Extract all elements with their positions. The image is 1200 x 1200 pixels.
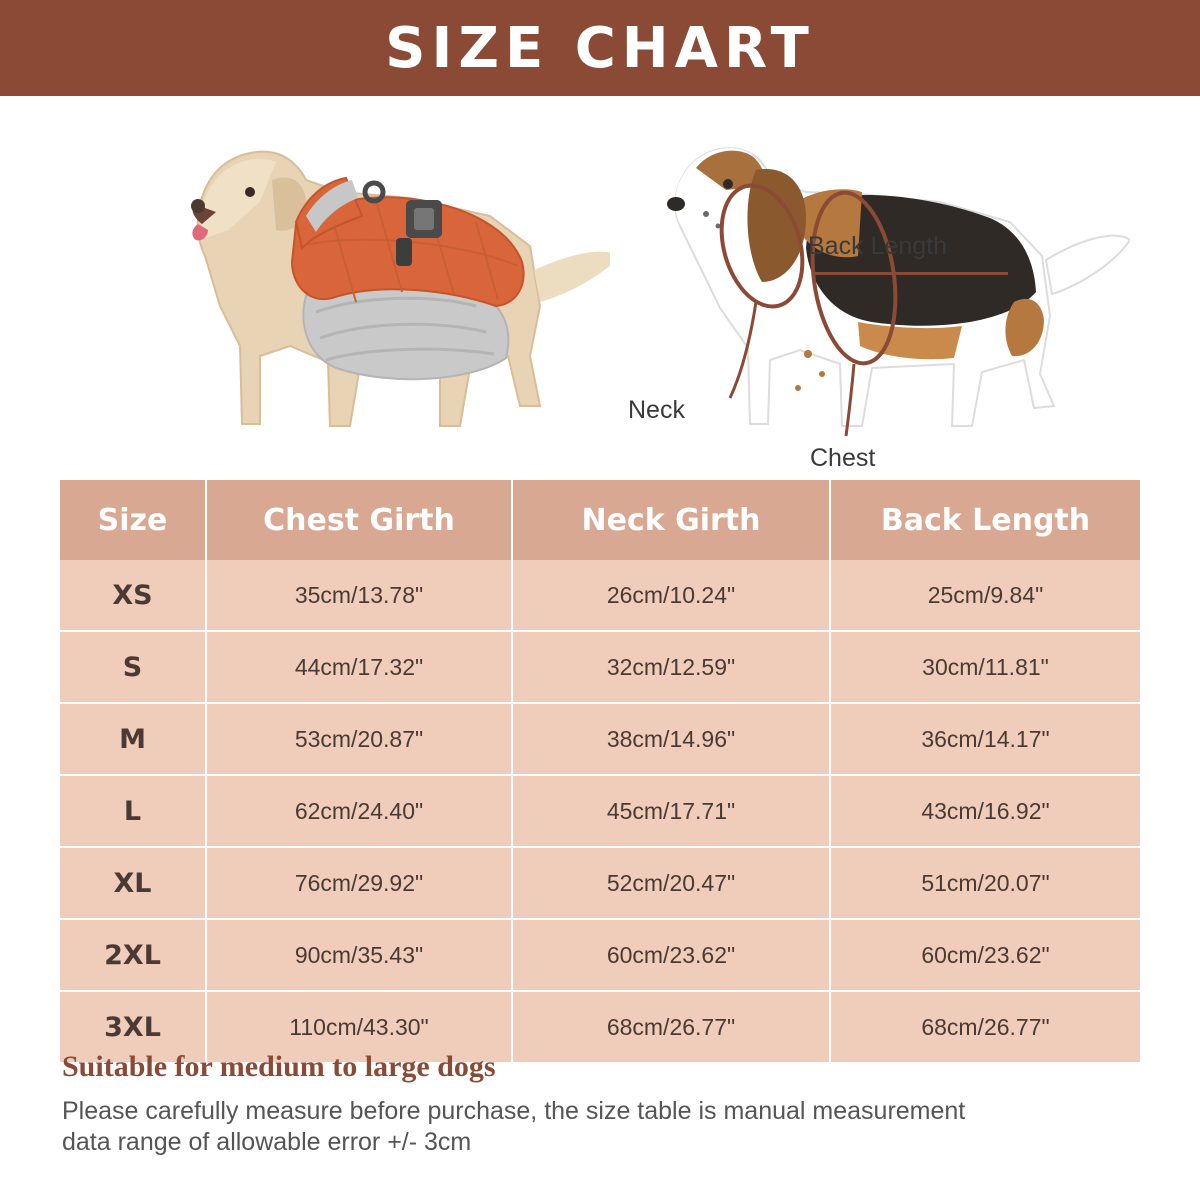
cell-size: 2XL (60, 919, 206, 991)
table-row (60, 775, 1140, 847)
label-back-length: Back Length (808, 232, 947, 260)
table-row (60, 919, 1140, 991)
cell-neck: 32cm/12.59" (512, 631, 830, 703)
cell-back: 43cm/16.92" (830, 775, 1140, 847)
cell-neck: 26cm/10.24" (512, 560, 830, 631)
label-neck: Neck (628, 396, 685, 424)
cell-size: M (60, 703, 206, 775)
cell-neck: 38cm/14.96" (512, 703, 830, 775)
column-header-chest-girth: Chest Girth (206, 480, 512, 560)
label-chest: Chest (810, 444, 876, 472)
cell-back: 68cm/26.77" (830, 991, 1140, 1062)
back-length-underline (812, 272, 1008, 275)
page-title: SIZE CHART (385, 15, 815, 81)
column-header-back-length: Back Length (830, 480, 1140, 560)
cell-back: 30cm/11.81" (830, 631, 1140, 703)
footer-note-line-1: Please carefully measure before purchase, the size table is manual measurement (62, 1097, 966, 1125)
footer-note-line-2: data range of allowable error +/- 3cm (62, 1127, 472, 1156)
table-header-row (60, 480, 1140, 560)
header-banner (0, 0, 1200, 96)
cell-size: XS (60, 560, 206, 631)
cell-chest: 90cm/35.43" (206, 919, 512, 991)
table-row (60, 631, 1140, 703)
cell-chest: 53cm/20.87" (206, 703, 512, 775)
cell-back: 36cm/14.17" (830, 703, 1140, 775)
column-header-neck-girth: Neck Girth (512, 480, 830, 560)
cell-size: L (60, 775, 206, 847)
table-row (60, 847, 1140, 919)
cell-neck: 52cm/20.47" (512, 847, 830, 919)
cell-size: 3XL (60, 991, 206, 1062)
footer-heading: Suitable for medium to large dogs (62, 1050, 496, 1083)
cell-back: 25cm/9.84" (830, 560, 1140, 631)
size-chart-table-wrapper (60, 480, 1140, 1062)
illustration-band (0, 96, 1200, 472)
cell-chest: 76cm/29.92" (206, 847, 512, 919)
cell-back: 51cm/20.07" (830, 847, 1140, 919)
table-row (60, 703, 1140, 775)
table-row (60, 560, 1140, 631)
footer-notes (62, 1050, 1152, 1157)
cell-chest: 44cm/17.32" (206, 631, 512, 703)
cell-chest: 110cm/43.30" (206, 991, 512, 1062)
cell-chest: 35cm/13.78" (206, 560, 512, 631)
cell-size: S (60, 631, 206, 703)
cell-back: 60cm/23.62" (830, 919, 1140, 991)
cell-size: XL (60, 847, 206, 919)
cell-neck: 68cm/26.77" (512, 991, 830, 1062)
size-chart-table (60, 480, 1140, 1062)
beagle-measurement-illustration (610, 106, 1130, 446)
cell-chest: 62cm/24.40" (206, 775, 512, 847)
cell-neck: 60cm/23.62" (512, 919, 830, 991)
cell-neck: 45cm/17.71" (512, 775, 830, 847)
dog-with-coat-illustration (110, 106, 610, 446)
column-header-size: Size (60, 480, 206, 560)
